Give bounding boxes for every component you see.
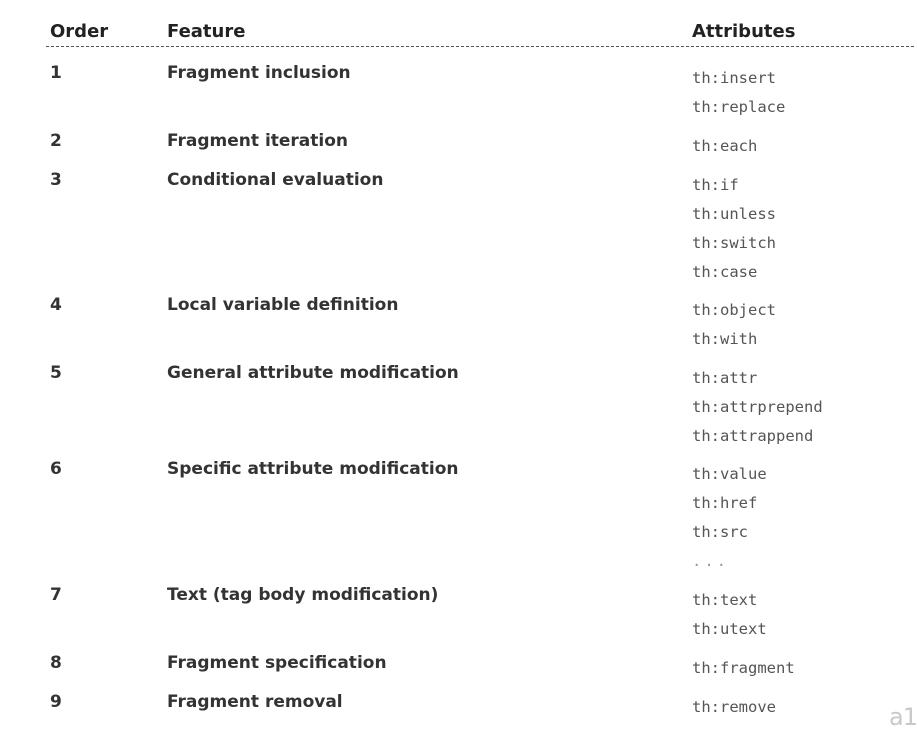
row-feature: Fragment inclusion bbox=[167, 63, 351, 83]
row-attributes bbox=[692, 171, 776, 287]
row-attributes bbox=[692, 460, 767, 576]
attribute-code: th:attrappend bbox=[692, 427, 814, 445]
row-feature: Text (tag body modification) bbox=[167, 585, 439, 605]
attribute-code: th:value bbox=[692, 465, 767, 483]
attribute-code: th:attr bbox=[692, 369, 758, 387]
attribute-code: th:fragment bbox=[692, 659, 795, 677]
row-order: 2 bbox=[50, 131, 62, 151]
features-table bbox=[46, 0, 914, 716]
attribute-code: th:src bbox=[692, 523, 748, 541]
row-feature: Specific attribute modification bbox=[167, 459, 459, 479]
row-order: 4 bbox=[50, 295, 62, 315]
row-feature: Fragment iteration bbox=[167, 131, 349, 151]
row-order: 5 bbox=[50, 363, 62, 383]
attribute-code: th:href bbox=[692, 494, 758, 512]
header-attributes: Attributes bbox=[692, 21, 796, 42]
attribute-code: th:switch bbox=[692, 234, 776, 252]
attribute-code: th:utext bbox=[692, 620, 767, 638]
attribute-code: th:replace bbox=[692, 98, 786, 116]
header-feature: Feature bbox=[167, 21, 246, 42]
row-feature: Conditional evaluation bbox=[167, 170, 384, 190]
attribute-code: th:text bbox=[692, 591, 758, 609]
row-attributes bbox=[692, 586, 767, 644]
attribute-code: th:if bbox=[692, 176, 739, 194]
row-order: 6 bbox=[50, 459, 62, 479]
header-order: Order bbox=[50, 21, 109, 42]
row-feature: Local variable definition bbox=[167, 295, 399, 315]
row-order: 3 bbox=[50, 170, 62, 190]
row-order: 1 bbox=[50, 63, 62, 83]
row-attributes bbox=[692, 64, 785, 122]
attribute-code: th:remove bbox=[692, 698, 776, 716]
attribute-code: th:unless bbox=[692, 205, 776, 223]
attribute-code: th:attrprepend bbox=[692, 398, 823, 416]
row-order: 7 bbox=[50, 585, 62, 605]
row-order: 8 bbox=[50, 653, 62, 673]
attribute-code: th:each bbox=[692, 137, 758, 155]
row-attributes bbox=[692, 364, 823, 451]
row-attributes bbox=[692, 132, 757, 161]
row-feature: Fragment removal bbox=[167, 692, 343, 712]
attribute-ellipsis: ... bbox=[692, 552, 729, 570]
row-attributes bbox=[692, 654, 795, 683]
table-header bbox=[46, 0, 914, 47]
row-attributes bbox=[692, 296, 776, 354]
attribute-code: th:case bbox=[692, 263, 758, 281]
row-feature: General attribute modification bbox=[167, 363, 459, 383]
row-feature: Fragment specification bbox=[167, 653, 387, 673]
row-attributes bbox=[692, 693, 776, 722]
watermark-logo: a1 bbox=[889, 703, 917, 731]
attribute-code: th:with bbox=[692, 330, 758, 348]
attribute-code: th:object bbox=[692, 301, 776, 319]
row-order: 9 bbox=[50, 692, 62, 712]
attribute-code: th:insert bbox=[692, 69, 776, 87]
